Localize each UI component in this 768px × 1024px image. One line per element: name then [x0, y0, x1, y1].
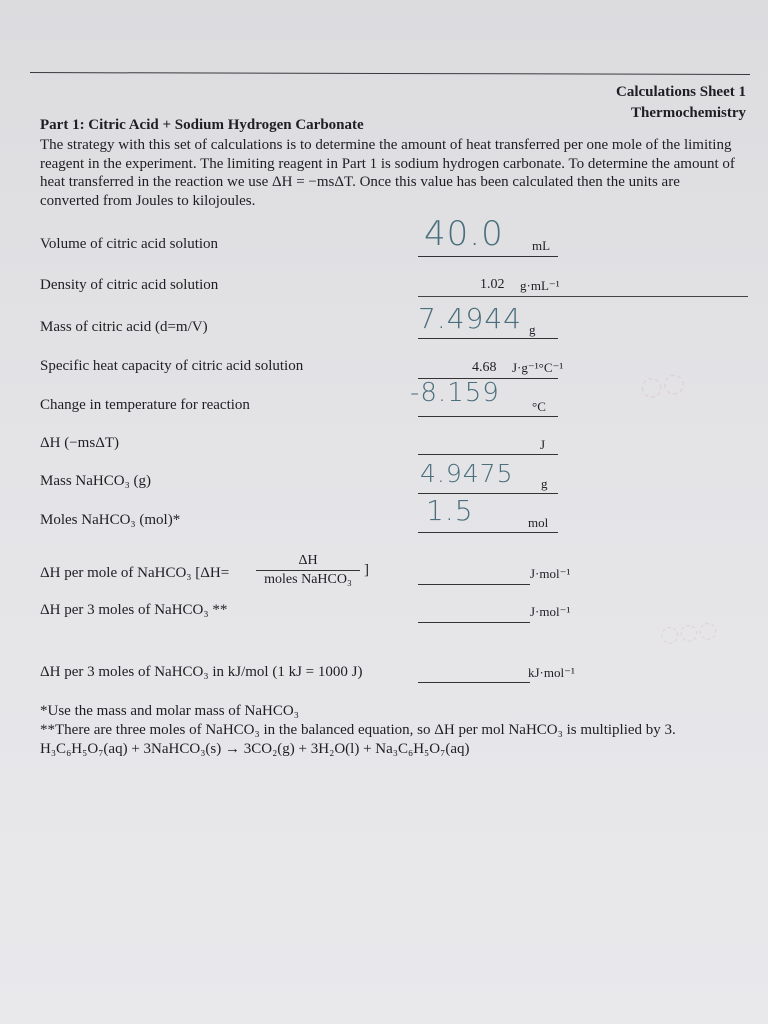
shc-unit: J·g⁻¹°C⁻¹: [512, 360, 564, 375]
fraction-bar: [256, 570, 360, 571]
part-title: Part 1: Citric Acid + Sodium Hydrogen Carbonate: [40, 117, 364, 133]
moles-nahco3-label: Moles NaHCO₃ (mol)*: [40, 512, 181, 528]
dh-per-mole-label: ΔH per mole of NaHCO₃ [ΔH=: [40, 565, 230, 581]
dh-per-3-unit: J·mol⁻¹: [530, 604, 571, 619]
top-rule: [30, 72, 750, 75]
dh-per-mole-fraction: [248, 553, 368, 588]
dh-label: ΔH (−msΔT): [40, 435, 119, 451]
mass-nahco3-unit: g: [541, 476, 548, 491]
dt-unit: °C: [532, 399, 546, 414]
dh-answer-line: [418, 454, 558, 455]
intro-paragraph: The strategy with this set of calculations is to determine the amount of heat transferred per one mole of the limiting reagent in the experiment. The limiting reagent in Part 1 is sodium hydrogen carbonate. To determine the amount of heat transferred in the reaction we use ΔH = −msΔT. Once this value has been calculated then the units are converted from Joules to kilojoules.: [40, 137, 735, 209]
dt-value[interactable]: -8.159: [410, 378, 500, 408]
volume-value[interactable]: 40.0: [424, 214, 504, 254]
dh-per-mole-unit: J·mol⁻¹: [530, 566, 571, 581]
dt-label: Change in temperature for reaction: [40, 397, 250, 413]
shc-value: 4.68: [472, 360, 497, 375]
dh-kj-label: ΔH per 3 moles of NaHCO₃ in kJ/mol (1 kJ = 1000 J): [40, 664, 363, 680]
moles-nahco3-unit: mol: [528, 515, 549, 530]
shc-label: Specific heat capacity of citric acid solution: [40, 358, 304, 374]
density-label: Density of citric acid solution: [40, 277, 219, 293]
footnote-2: **There are three moles of NaHCO₃ in the balanced equation, so ΔH per mol NaHCO₃ is multiplied by 3.: [40, 722, 676, 738]
dh-unit: J: [540, 437, 546, 452]
density-unit: g·mL⁻¹: [520, 278, 560, 293]
mass-answer-line: [418, 338, 558, 339]
balanced-equation: H₃C₆H₅O₇(aq) + 3NaHCO₃(s) → 3CO₂(g) + 3H₂O(l) + Na₃C₆H₅O₇(aq): [40, 741, 470, 757]
dh-kj-answer-line: [418, 682, 530, 683]
dh-per-3-answer-line: [418, 622, 530, 623]
dh-per-mole-answer-line: [418, 584, 530, 585]
mass-label: Mass of citric acid (d=m/V): [40, 319, 208, 335]
moles-nahco3-answer-line: [418, 532, 558, 533]
fraction-denominator: moles NaHCO₃: [264, 572, 352, 587]
dh-kj-unit: kJ·mol⁻¹: [528, 665, 575, 680]
moles-nahco3-value[interactable]: 1.5: [426, 494, 474, 527]
mass-nahco3-value[interactable]: 4.9475: [420, 459, 514, 488]
volume-answer-line: [418, 256, 558, 257]
density-rule: [418, 296, 748, 297]
volume-unit: mL: [532, 238, 551, 253]
subject-title: Thermochemistry: [631, 105, 746, 121]
mass-unit: g: [529, 322, 536, 337]
sheet-title: Calculations Sheet 1: [615, 84, 746, 100]
density-value: 1.02: [480, 277, 505, 292]
bleed-through-mark: ◌◌◌: [658, 617, 719, 648]
fraction-numerator: ΔH: [298, 553, 318, 568]
bleed-through-mark: ◌◌: [638, 366, 688, 404]
volume-label: Volume of citric acid solution: [40, 236, 219, 252]
footnote-1: *Use the mass and molar mass of NaHCO₃: [40, 703, 299, 719]
dh-per-3-label: ΔH per 3 moles of NaHCO₃ **: [40, 602, 228, 618]
mass-nahco3-label: Mass NaHCO₃ (g): [40, 473, 152, 489]
bracket-close: ]: [364, 562, 369, 578]
dt-answer-line: [418, 416, 558, 417]
mass-value[interactable]: 7.4944: [418, 302, 522, 335]
